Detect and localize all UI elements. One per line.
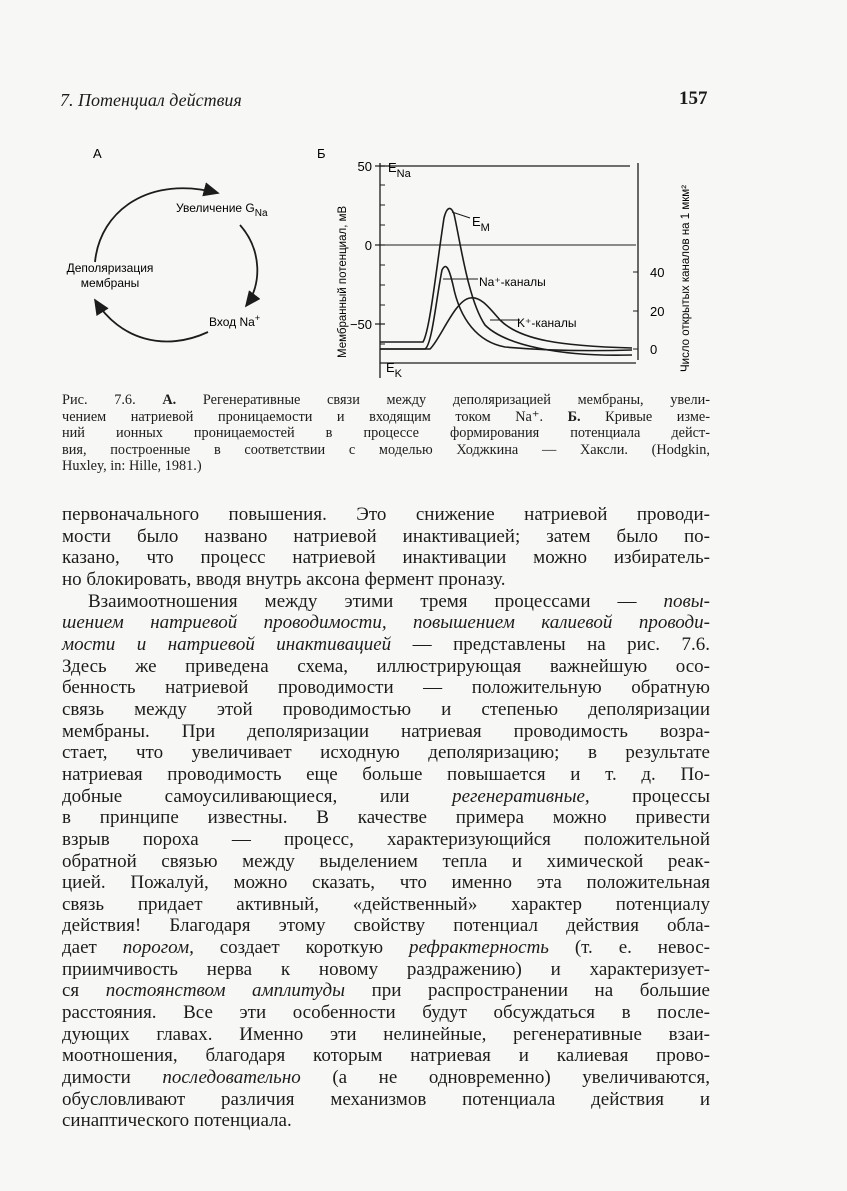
panel-a-label: А xyxy=(93,146,102,161)
main-text xyxy=(62,504,710,1132)
tick-left-50: 50 xyxy=(357,159,372,174)
text-line: казано, что процесс натриевой инактивации можно избиратель- xyxy=(62,547,710,569)
text-line: ся постоянством амплитуды при распространении на большие xyxy=(62,980,710,1002)
text-line: добные самоусиливающиеся, или регенеративные, процессы xyxy=(62,785,710,807)
ylabel-left: Мембранный потенциал, мВ xyxy=(337,205,349,358)
page-number: 157 xyxy=(679,88,708,109)
arrow-bottom xyxy=(95,300,208,342)
panel-a-cycle-diagram xyxy=(67,146,268,342)
text-line: синаптического потенциала. xyxy=(62,1110,292,1132)
text-line: шением натриевой проводимости, повышением калиевой проводи- xyxy=(62,612,710,634)
text-line: мембраны. При деполяризации натриевая проводимость возра- xyxy=(62,720,710,742)
text-line: мости и натриевой инактивацией — представлены на рис. 7.6. xyxy=(62,633,710,655)
text-line: обратной связью между выделением тепла и химической реак- xyxy=(62,850,710,872)
label-e-m: $E_M$ xyxy=(472,214,490,234)
label-na-channels: Na⁺-каналы xyxy=(479,275,546,289)
text-line: натриевая проводимость еще больше повышается и т. д. По- xyxy=(62,763,710,785)
text-line: мости было названо натриевой инактивацией; затем было по- xyxy=(62,525,710,547)
text-line: приимчивость нерва к новому раздражению) и характеризует- xyxy=(62,958,710,980)
panel-b-chart xyxy=(317,146,692,380)
text-line: но блокировать, вводя внутрь аксона фермент проназу. xyxy=(62,568,506,590)
text-line: взрыв пороха — процесс, характеризующийся положительной xyxy=(62,828,710,850)
tick-right-0: 0 xyxy=(650,342,658,357)
text-line: цией. Пожалуй, можно сказать, что именно эта положительная xyxy=(62,872,710,894)
node-na-entry: Вход Na+ xyxy=(209,313,261,329)
text-line: Взаимоотношения между этими тремя процессами — повы- xyxy=(88,590,710,612)
tick-left-minus50: −50 xyxy=(349,317,372,332)
text-line: димости последовательно (а не одновременно) увеличиваются, xyxy=(62,1067,710,1089)
figure-caption: Рис. 7.6. А. Регенеративные связи между деполяризацией мембраны, увели- чением натриевой проницаемости и входящим током Na⁺. Б. Кривые изме- ний ионных проницаемостей в процессе формирования потенциала дейст- вия, построенные в соответствии с моделью Ходжкина — Хаксли. (Hodgkin, Huxley, in: Hille, 1981.) xyxy=(62,392,711,475)
label-k-channels: K⁺-каналы xyxy=(517,316,577,330)
node-increase-gna: Увеличение $G_{Na}$ xyxy=(176,201,268,219)
text-line: обусловливают различия механизмов потенциала действия и xyxy=(62,1088,710,1110)
text-line: действия! Благодаря этому свойству потенциал действия обла- xyxy=(62,915,710,937)
arrow-top xyxy=(95,188,218,262)
ylabel-right: Число открытых каналов на 1 мкм² xyxy=(680,184,692,372)
text-line: Здесь же приведена схема, иллюстрирующая важнейшую осо- xyxy=(62,655,710,677)
arrow-right xyxy=(240,225,257,306)
text-line: бенность натриевой проводимости — положительную обратную xyxy=(62,677,710,699)
text-line: связь между этой проводимостью и степенью деполяризации xyxy=(62,698,710,720)
text-line: первоначального повышения. Это снижение натриевой проводи- xyxy=(62,504,710,525)
node-membrane: мембраны xyxy=(80,276,140,290)
tick-right-20: 20 xyxy=(650,304,665,319)
running-header: 7. Потенциал действия xyxy=(60,90,242,110)
text-line: связь придает активный, «действенный» характер потенциалу xyxy=(62,893,710,915)
panel-b-label: Б xyxy=(317,146,326,161)
figure-7-6 xyxy=(0,0,847,390)
text-line: расстояния. Все эти особенности будут обсуждаться в после- xyxy=(62,1002,710,1024)
label-e-na: $E_{Na}$ xyxy=(388,160,411,180)
text-line: дает порогом, создает короткую рефрактерность (т. е. невос- xyxy=(62,937,710,959)
text-line: моотношения, благодаря которым натриевая и калиевая прово- xyxy=(62,1045,710,1067)
text-line: в принципе известны. В качестве примера можно привести xyxy=(62,807,710,829)
node-depolarization: Деполяризация xyxy=(66,261,154,275)
tick-left-0: 0 xyxy=(364,238,372,253)
label-e-k: $E_K$ xyxy=(386,360,403,380)
text-line: дующих главах. Именно эти нелинейные, регенеративные взаи- xyxy=(62,1023,710,1045)
text-line: стает, что увеличивает исходную деполяризацию; в результате xyxy=(62,742,710,764)
tick-right-40: 40 xyxy=(650,265,665,280)
